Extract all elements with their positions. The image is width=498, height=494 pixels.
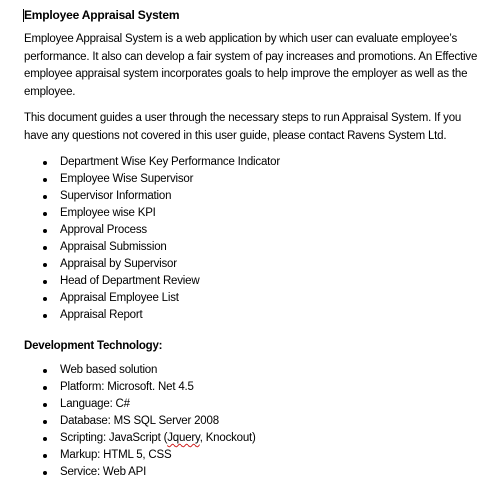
list-item — [24, 188, 488, 205]
bullet-icon — [43, 369, 47, 373]
tech-heading: Development Technology: — [24, 340, 163, 352]
bullet-icon — [43, 314, 47, 318]
tech-label: Scripting: JavaScript (Jquery, Knockout) — [60, 432, 256, 444]
list-item — [24, 430, 488, 447]
list-item — [24, 447, 488, 464]
bullet-icon — [43, 297, 47, 301]
bullet-icon — [43, 178, 47, 182]
tech-label: Platform: Microsoft. Net 4.5 — [60, 381, 194, 393]
modules-list — [24, 154, 488, 324]
bullet-icon — [43, 420, 47, 424]
tech-label: Database: MS SQL Server 2008 — [60, 415, 219, 427]
list-item — [24, 256, 488, 273]
document-title — [24, 6, 488, 24]
bullet-icon — [43, 195, 47, 199]
text-cursor — [23, 9, 24, 22]
module-label: Approval Process — [60, 224, 147, 236]
bullet-icon — [43, 212, 47, 216]
list-item — [24, 413, 488, 430]
list-item — [24, 154, 488, 171]
module-label: Appraisal Submission — [60, 241, 167, 253]
list-item — [24, 205, 488, 222]
module-label: Supervisor Information — [60, 190, 172, 202]
module-label: Employee wise KPI — [60, 207, 156, 219]
module-label: Department Wise Key Performance Indicator — [60, 156, 280, 168]
module-label: Appraisal Employee List — [60, 292, 179, 304]
bullet-icon — [43, 454, 47, 458]
list-item — [24, 273, 488, 290]
module-label: Appraisal Report — [60, 309, 143, 321]
list-item — [24, 396, 488, 413]
document-title-text: Employee Appraisal System — [24, 8, 180, 22]
list-item — [24, 464, 488, 481]
list-item — [24, 362, 488, 379]
bullet-icon — [43, 280, 47, 284]
bullet-icon — [43, 403, 47, 407]
bullet-icon — [43, 437, 47, 441]
list-item — [24, 222, 488, 239]
bullet-icon — [43, 246, 47, 250]
bullet-icon — [43, 386, 47, 390]
technology-list — [24, 362, 488, 481]
module-label: Employee Wise Supervisor — [60, 173, 194, 185]
bullet-icon — [43, 471, 47, 475]
list-item — [24, 239, 488, 256]
list-item — [24, 171, 488, 188]
bullet-icon — [43, 229, 47, 233]
tech-label: Language: C# — [60, 398, 130, 410]
module-label: Appraisal by Supervisor — [60, 258, 177, 270]
list-item — [24, 290, 488, 307]
guide-paragraph: This document guides a user through the necessary steps to run Appraisal System. If you have any questions not covered in this user guide, please contact Ravens System Ltd. — [24, 112, 462, 142]
tech-label: Markup: HTML 5, CSS — [60, 449, 172, 461]
tech-label: Web based solution — [60, 364, 158, 376]
list-item — [24, 307, 488, 324]
list-item — [24, 379, 488, 396]
document-page — [24, 6, 488, 491]
module-label: Head of Department Review — [60, 275, 200, 287]
tech-label: Service: Web API — [60, 466, 147, 478]
spellcheck-word: Jquery — [167, 432, 200, 444]
bullet-icon — [43, 263, 47, 267]
bullet-icon — [43, 161, 47, 165]
intro-paragraph: Employee Appraisal System is a web application by which user can evaluate employee’s performance. It also can develop a fair system of pay increases and promotions. An Effective employee appraisal system incorporates goals to help improve the employer as well as the employee. — [24, 33, 478, 98]
